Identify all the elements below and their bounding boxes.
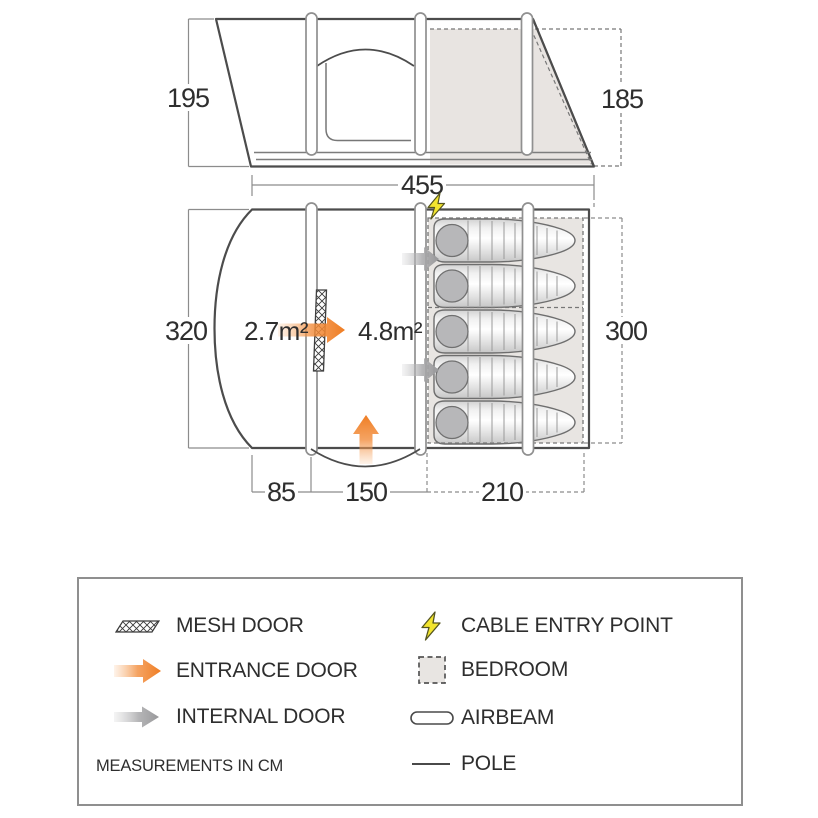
dim-length-label: 455 bbox=[400, 170, 444, 200]
measurements-note: MEASUREMENTS IN CM bbox=[96, 756, 284, 775]
legend-row-note bbox=[96, 749, 283, 783]
dim-bedroom-depth: 210 bbox=[480, 477, 524, 507]
mesh-door-icon bbox=[112, 618, 164, 635]
airbeam-icon bbox=[409, 709, 455, 727]
dim-living-depth: 150 bbox=[344, 477, 388, 507]
sleeping-bags bbox=[434, 219, 575, 444]
legend-row-pole bbox=[409, 747, 516, 781]
side-elevation bbox=[165, 13, 646, 167]
legend-row-internal-door bbox=[112, 700, 345, 734]
legend-bedroom-label: BEDROOM bbox=[461, 658, 569, 681]
dim-porch-depth: 85 bbox=[266, 477, 296, 507]
dim-plan-width: 320 bbox=[164, 316, 208, 346]
dim-height-front: 195 bbox=[166, 83, 210, 113]
legend-airbeam-label: AIRBEAM bbox=[461, 706, 555, 729]
internal-door-arrow-icon bbox=[112, 703, 164, 731]
legend-row-cable-entry bbox=[409, 609, 673, 643]
porch-area-label: 2.7m² bbox=[244, 316, 308, 346]
living-area-label: 4.8m² bbox=[358, 316, 422, 346]
legend-pole-label: POLE bbox=[461, 752, 517, 775]
legend-mesh-door-label: MESH DOOR bbox=[176, 614, 304, 637]
legend-row-entrance-door bbox=[112, 654, 358, 688]
legend-row-bedroom bbox=[409, 653, 568, 687]
floor-plan bbox=[163, 193, 650, 507]
side-bedroom-shading bbox=[430, 29, 593, 165]
legend-internal-door-label: INTERNAL DOOR bbox=[176, 705, 346, 728]
dim-bedroom-width: 300 bbox=[604, 316, 648, 346]
legend-cable-entry-label: CABLE ENTRY POINT bbox=[461, 614, 673, 637]
entrance-door-arrow-icon bbox=[112, 657, 164, 685]
legend-row-mesh-door bbox=[112, 609, 304, 643]
dim-height-rear: 185 bbox=[600, 84, 644, 114]
dim-bottom-lines bbox=[252, 453, 584, 492]
pole-icon bbox=[409, 760, 455, 768]
bedroom-swatch-icon bbox=[409, 654, 455, 686]
cable-entry-icon bbox=[409, 611, 455, 641]
legend-entrance-door-label: ENTRANCE DOOR bbox=[176, 659, 358, 682]
legend-row-airbeam bbox=[409, 701, 554, 735]
legend-box bbox=[77, 577, 743, 806]
